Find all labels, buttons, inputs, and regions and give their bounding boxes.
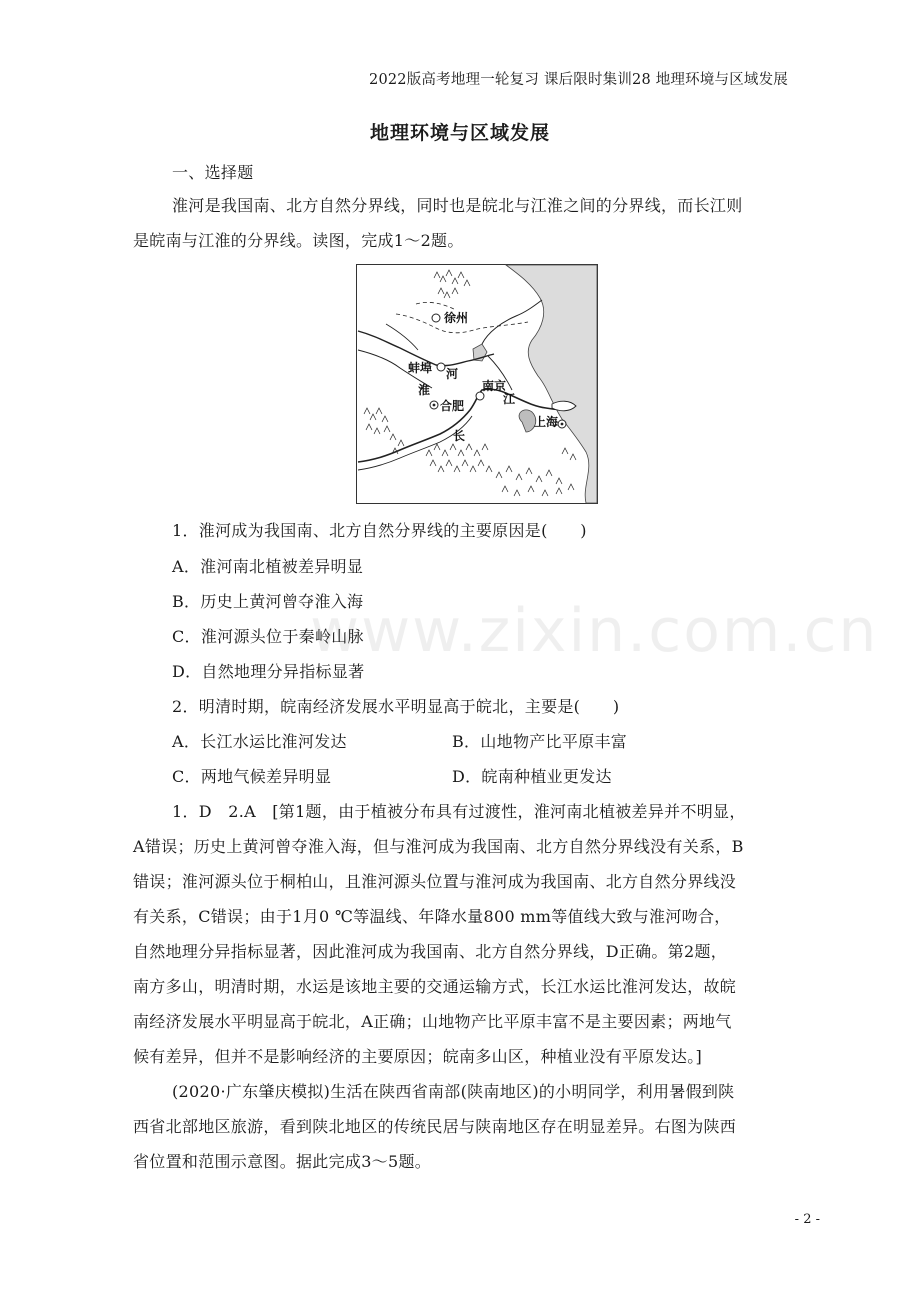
q1-stem: 1．淮河成为我国南、北方自然分界线的主要原因是( ): [172, 521, 587, 540]
answer-line-1: 1．D 2.A [第1题，由于植被分布具有过渡性，淮河南北植被差异并不明显，: [172, 802, 746, 821]
watermark: www.zixin.com.cn: [310, 596, 879, 666]
answer-line-5: 自然地理分异指标显著，因此淮河成为我国南、北方自然分界线，D正确。第2题，: [133, 942, 728, 961]
running-header: 2022版高考地理一轮复习 课后限时集训28 地理环境与区域发展: [369, 72, 788, 88]
answer-line-8: 候有差异，但并不是影响经济的主要原因；皖南多山区，种植业没有平原发达。]: [133, 1047, 703, 1066]
intro-line-2: 是皖南与江淮的分界线。读图，完成1～2题。: [133, 231, 464, 250]
answer-line-6: 南方多山，明清时期，水运是该地主要的交通运输方式，长江水运比淮河发达，故皖: [133, 977, 737, 996]
q1-option-a: A．淮河南北植被差异明显: [172, 557, 364, 576]
page-title: 地理环境与区域发展: [369, 122, 550, 144]
q2-option-c: C．两地气候差异明显: [172, 767, 332, 786]
q2-option-d: D．皖南种植业更发达: [452, 767, 612, 786]
q1-option-d: D．自然地理分异指标显著: [172, 662, 365, 681]
map-label-bengbu: 蚌埠: [408, 361, 433, 375]
next-intro-line-2: 西省北部地区旅游，看到陕北地区的传统民居与陕南地区存在明显差异。右图为陕西: [133, 1117, 737, 1136]
map-label-xuzhou: 徐州: [444, 311, 469, 325]
next-intro-line-1: (2020·广东肇庆模拟)生活在陕西省南部(陕南地区)的小明同学，利用暑假到陕: [172, 1082, 735, 1101]
section-heading: 一、选择题: [172, 163, 254, 182]
q2-option-b: B．山地物产比平原丰富: [452, 732, 628, 751]
map-label-he: 河: [446, 367, 459, 381]
answer-line-4: 有关系，C错误；由于1月0 ℃等温线、年降水量800 mm等值线大致与淮河吻合，: [133, 907, 731, 926]
map-label-chang: 长: [453, 429, 466, 443]
q1-option-b: B．历史上黄河曾夺淮入海: [172, 592, 364, 611]
answer-line-7: 南经济发展水平明显高于皖北，A正确；山地物产比平原丰富不是主要因素；两地气: [133, 1012, 732, 1031]
map-label-shanghai: 上海: [534, 415, 559, 429]
map-label-hefei: 合肥: [440, 399, 465, 413]
next-intro-line-3: 省位置和范围示意图。据此完成3～5题。: [133, 1152, 432, 1171]
q2-stem: 2．明清时期，皖南经济发展水平明显高于皖北，主要是( ): [172, 697, 620, 716]
page-number: - 2 -: [794, 1212, 820, 1227]
huaihe-region-map: [356, 264, 598, 504]
map-label-huai: 淮: [418, 383, 431, 397]
q1-option-c: C．淮河源头位于秦岭山脉: [172, 627, 364, 646]
intro-line-1: 淮河是我国南、北方自然分界线，同时也是皖北与江淮之间的分界线，而长江则: [172, 196, 743, 215]
map-label-nanjing: 南京: [482, 379, 507, 393]
answer-line-2: A错误；历史上黄河曾夺淮入海，但与淮河成为我国南、北方自然分界线没有关系，B: [133, 837, 744, 856]
answer-line-3: 错误；淮河源头位于桐柏山，且淮河源头位置与淮河成为我国南、北方自然分界线没: [133, 872, 737, 891]
map-label-jiang: 江: [503, 392, 516, 406]
q2-option-a: A．长江水运比淮河发达: [172, 732, 347, 751]
